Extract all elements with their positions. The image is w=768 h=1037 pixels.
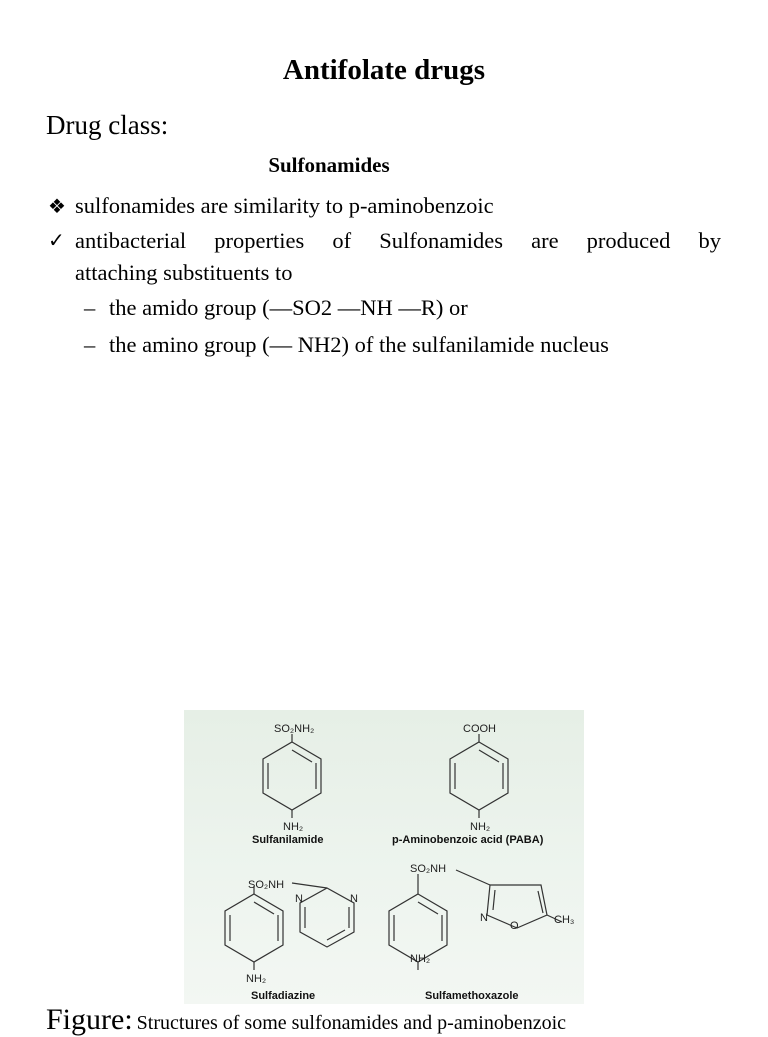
top-group-label: SO₂NH₂ bbox=[274, 723, 315, 735]
ring-atom-label: N bbox=[480, 912, 488, 924]
pyrimidine-ring bbox=[300, 888, 354, 947]
ring-atom-label: N bbox=[350, 893, 358, 905]
bullet-text: sulfonamides are similarity to p-aminobenzoic bbox=[75, 193, 494, 218]
substituent-label: CH₃ bbox=[554, 914, 575, 926]
bottom-group-label: NH₂ bbox=[246, 973, 267, 985]
ring-atom-label: N bbox=[295, 893, 303, 905]
chemical-structures-figure bbox=[184, 710, 584, 1004]
sub-bullet-text: the amino group (— NH2) of the sulfanilamide nucleus bbox=[109, 332, 609, 357]
page-title: Antifolate drugs bbox=[282, 54, 486, 86]
caption-text: Structures of some sulfonamides and p-aminobenzoic bbox=[136, 1012, 567, 1034]
diamond-bullet-icon: ❖ bbox=[48, 196, 66, 218]
drug-class-label: Drug class: bbox=[46, 110, 169, 140]
benzene-ring bbox=[225, 894, 283, 962]
top-group-label: SO₂NH bbox=[248, 879, 285, 891]
top-group-label: SO₂NH bbox=[410, 863, 447, 875]
figure-caption bbox=[46, 1003, 566, 1037]
ring-atom-label: O bbox=[510, 920, 519, 932]
section-subheading: Sulfonamides bbox=[268, 153, 390, 177]
molecule-name: Sulfanilamide bbox=[252, 834, 324, 846]
benzene-ring bbox=[263, 742, 321, 810]
checkmark-bullet-icon: ✓ bbox=[48, 230, 65, 252]
bullet-text-line: antibacterial properties of Sulfonamides are produced by bbox=[75, 228, 721, 253]
dash-bullet-icon: – bbox=[84, 295, 96, 320]
bottom-group-label: NH₂ bbox=[283, 821, 304, 833]
molecule-name: p-Aminobenzoic acid (PABA) bbox=[392, 834, 544, 846]
structures-drawing bbox=[184, 710, 584, 1004]
benzene-ring bbox=[450, 742, 508, 810]
bottom-group-label: NH₂ bbox=[410, 953, 431, 965]
molecule-name: Sulfamethoxazole bbox=[425, 990, 519, 1002]
bullet-text-line: attaching substituents to bbox=[75, 260, 293, 285]
benzene-ring bbox=[389, 894, 447, 962]
caption-label: Figure: bbox=[46, 1003, 133, 1036]
bottom-group-label: NH₂ bbox=[470, 821, 491, 833]
molecule-name: Sulfadiazine bbox=[251, 990, 316, 1002]
sub-bullet-text: the amido group (—SO2 —NH —R) or bbox=[109, 295, 468, 320]
dash-bullet-icon: – bbox=[84, 332, 96, 357]
top-group-label: COOH bbox=[463, 723, 496, 735]
